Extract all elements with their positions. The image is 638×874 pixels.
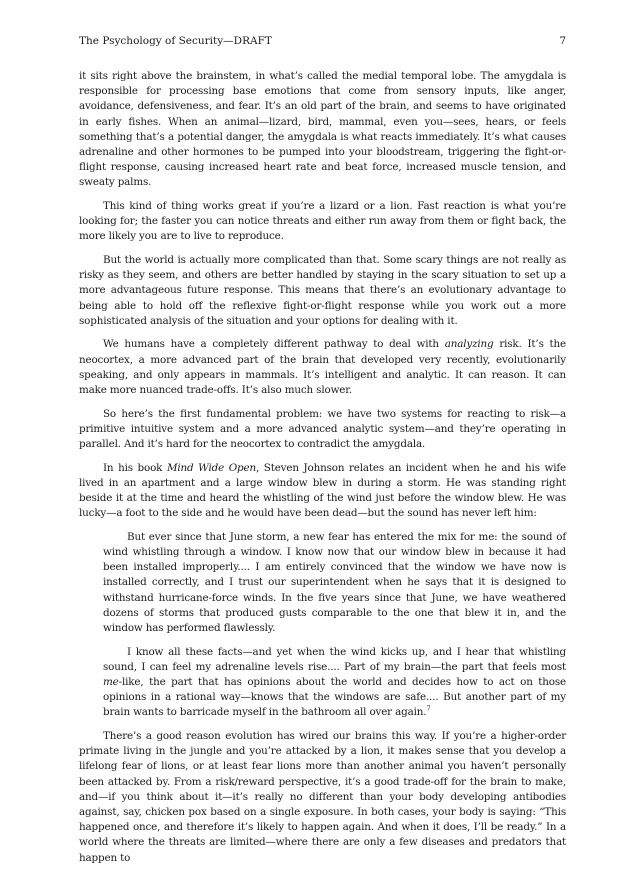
- text-run: , Steven Johnson relates an incident when he and his wife lived in an apartment and a large window blew in during a storm. He was standing right beside it at the time and heard the whistling of the wind just before the window blew. He was lucky—a foot to the side and he would have been dead—but the sound has never left him:: [79, 461, 566, 520]
- paragraph: So here’s the first fundamental problem: we have two systems for reacting to risk—a primitive intuitive system and a more advanced analytic system—and they’re operating in parallel. And it’s hard for the neocortex to contradict the amygdala.: [79, 407, 566, 451]
- footnote-marker: 7: [426, 705, 431, 714]
- text-run: -like, the part that has opinions about the world and decides how to act on those opinions in a rational way—knows that the windows are safe.... But another part of my brain wants to barricade myself in the bathroom all over again.: [103, 676, 566, 719]
- paragraph: There’s a good reason evolution has wired our brains this way. If you’re a higher-order primate living in the jungle and you’re attacked by a lion, it makes sense that you develop a lifelong fear of lions, or at least fear lions more than another animal you haven’t personally been attacked by. From a risk/reward perspective, it’s a good trade-off for the brain to make, and—if you think about it—it’s really no different than your body developing antibodies against, say, chicken pox based on a single exposure. In both cases, your body is saying: “This happened once, and therefore it’s likely to happen again. And when it does, I’ll be ready.” In a world where the threats are limited—where there are only a few diseases and predators that happen to: [79, 730, 566, 864]
- quote-paragraph: [103, 645, 566, 721]
- text-run: I know all these facts—and yet when the wind kicks up, and I hear that whistling sound, I can feel my adrenaline levels rise.... Part of my brain—the part that feels most: [103, 645, 566, 673]
- paragraph: [79, 461, 566, 522]
- paragraph: [79, 337, 566, 398]
- text-run: We humans have a completely different pathway to deal with: [103, 338, 445, 351]
- emphasis: analyzing: [444, 338, 494, 351]
- paragraph: But the world is actually more complicated than that. Some scary things are not really as risky as they seem, and others are better handled by staying in the scary situation to set up a more advantageous future response. This means that there’s an evolutionary advantage to being able to hold off the reflexive fight-or-flight response while you work out a more sophisticated analysis of the situation and your options for dealing with it.: [79, 254, 566, 327]
- running-header: [79, 34, 566, 48]
- paragraph: This kind of thing works great if you’re a lizard or a lion. Fast reaction is what you’re looking for; the faster you can notice threats and either run away from them or fight back, the more likely you are to live to reproduce.: [79, 200, 566, 243]
- emphasis: me: [103, 676, 119, 689]
- paragraph: it sits right above the brainstem, in what’s called the medial temporal lobe. The amygdala is responsible for processing base emotions that come from sensory inputs, like anger, avoidance, defensiveness, and fear. It’s an old part of the brain, and seems to have originated in early fishes. When an animal—lizard, bird, mammal, even you—sees, hears, or feels something that’s a potential danger, the amygdala is what reacts immediately. It’s what causes adrenaline and other hormones to be pumped into your bloodstream, triggering the fight-or-flight response, causing increased heart rate and beat force, increased muscle tension, and sweaty palms.: [79, 70, 566, 189]
- text-run: risk. It’s the neocortex, a more advanced part of the brain that developed very recently, evolutionarily speaking, and only appears in mammals. It’s intelligent and analytic. It can reason. It can make more nuanced trade-offs. It’s also much slower.: [79, 338, 567, 397]
- quote-paragraph: But ever since that June storm, a new fear has entered the mix for me: the sound of wind whistling through a window. I know now that our window blew in because it had been installed improperly.... I am entirely convinced that the window we have now is installed correctly, and I trust our superintendent when he says that it is designed to withstand hurricane-force winds. In the five years since that June, we have weathered dozens of storms that produced gusts comparable to the one that blew it in, and the window has performed flawlessly.: [103, 530, 566, 635]
- body-text: [79, 69, 566, 874]
- block-quote: [103, 530, 566, 721]
- text-run: In his book: [103, 461, 167, 474]
- page-number: 7: [559, 35, 566, 47]
- header-title: The Psychology of Security—DRAFT: [79, 35, 272, 47]
- book-title: Mind Wide Open: [166, 461, 256, 474]
